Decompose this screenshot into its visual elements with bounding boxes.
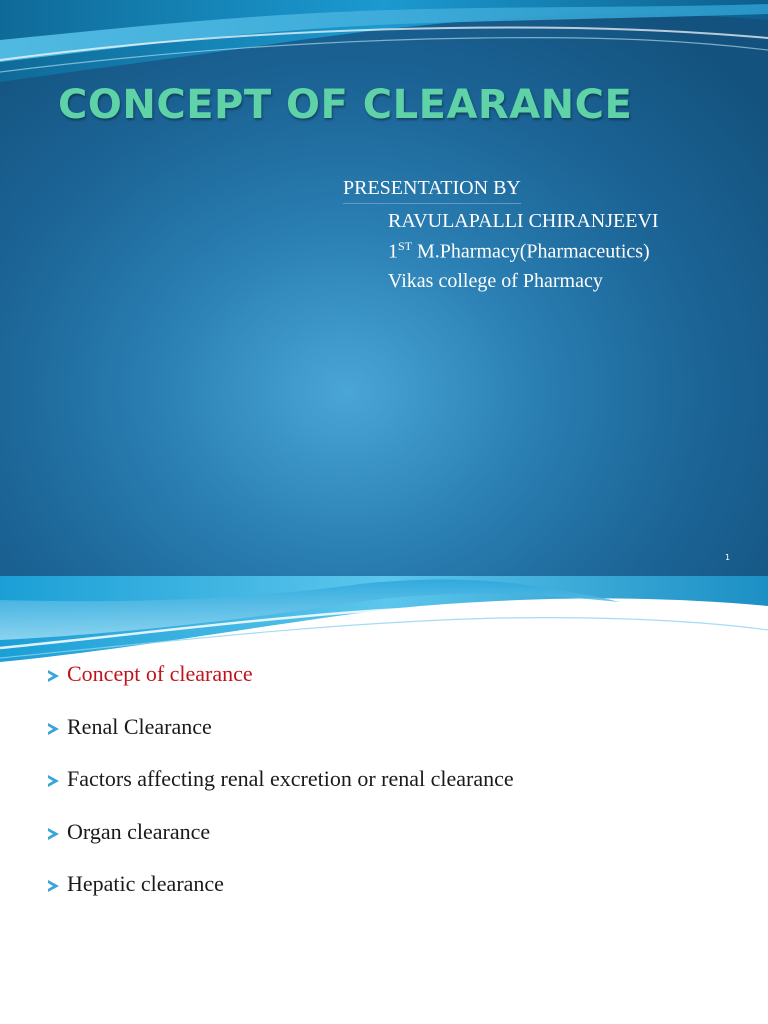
presented-by-label: PRESENTATION BY xyxy=(343,177,521,204)
arrow-bullet-icon xyxy=(48,775,59,787)
arrow-bullet-icon xyxy=(48,828,59,840)
list-item-text: Factors affecting renal excretion or renal clearance xyxy=(67,766,514,791)
course-line xyxy=(388,239,659,264)
wave-decoration xyxy=(0,576,768,671)
contents-slide xyxy=(0,576,768,1024)
list-item xyxy=(48,872,514,925)
course-name: M.Pharmacy(Pharmaceutics) xyxy=(412,240,650,263)
year-number: 1 xyxy=(388,240,398,263)
contents-list xyxy=(48,662,514,925)
year-superscript: ST xyxy=(398,239,413,253)
arrow-bullet-icon xyxy=(48,670,59,682)
author-name: RAVULAPALLI CHIRANJEEVI xyxy=(388,210,659,232)
slide-title: CONCEPT OF CLEARANCE xyxy=(58,82,633,128)
list-item-text: Organ clearance xyxy=(67,818,211,844)
arrow-bullet-icon xyxy=(48,723,59,735)
list-item xyxy=(48,662,514,715)
list-item xyxy=(48,820,514,873)
arrow-bullet-icon xyxy=(48,880,59,892)
list-item-text: Hepatic clearance xyxy=(67,871,224,896)
list-item xyxy=(48,715,514,768)
college-name: Vikas college of Pharmacy xyxy=(388,269,603,292)
presenter-block xyxy=(343,177,659,293)
list-item-text: Concept of clearance xyxy=(67,661,253,686)
list-item xyxy=(48,767,514,820)
page-number: 1 xyxy=(725,553,731,562)
list-item-text: Renal Clearance xyxy=(67,713,212,739)
